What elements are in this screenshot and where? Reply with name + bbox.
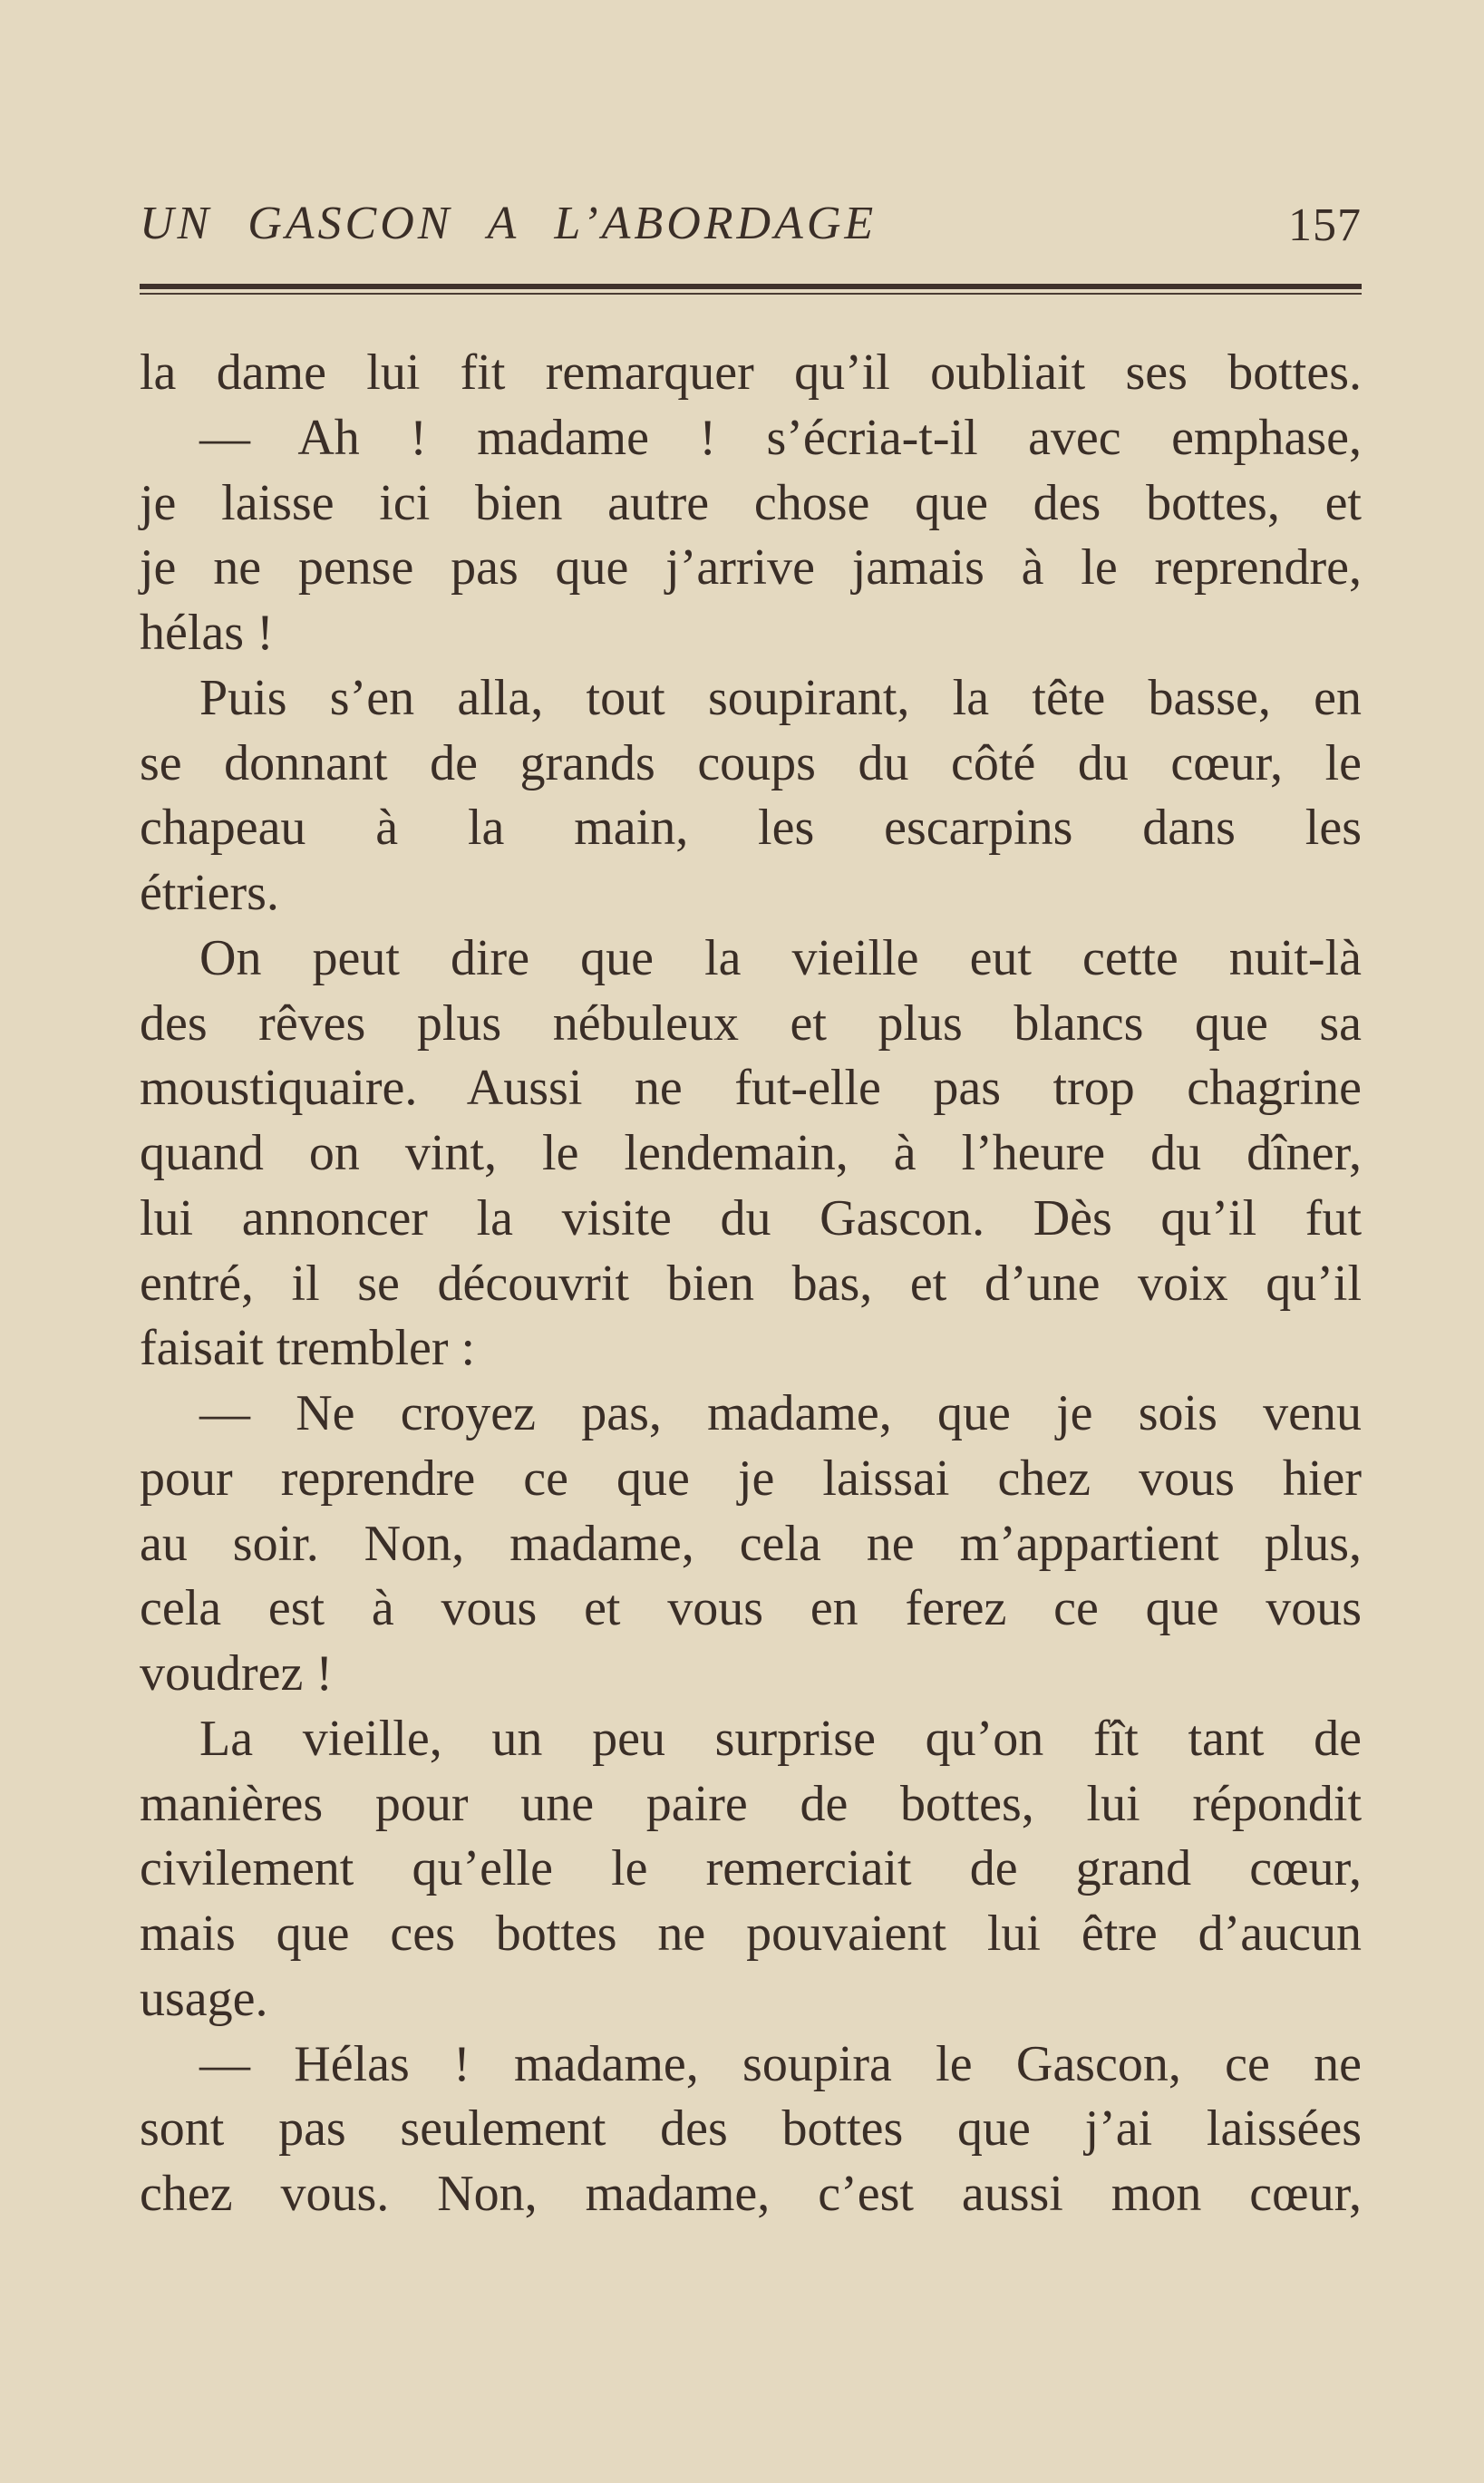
text-line: pour reprendre ce que je laissai chez vous hier xyxy=(140,1450,1362,1507)
text-line: cela est à vous et vous en ferez ce que vous xyxy=(140,1580,1362,1637)
text-line: chez vous. Non, madame, c’est aussi mon cœur, xyxy=(140,2166,1362,2222)
header-rule-thin xyxy=(140,293,1362,295)
text-line: — Ne croyez pas, madame, que je sois venu xyxy=(199,1385,1362,1441)
text-line: quand on vint, le lendemain, à l’heure du dîner, xyxy=(140,1125,1362,1181)
text-line: La vieille, un peu surprise qu’on fît tant de xyxy=(199,1710,1362,1767)
text-line: Puis s’en alla, tout soupirant, la tête basse, en xyxy=(199,669,1362,726)
text-line: lui annoncer la visite du Gascon. Dès qu’il fut xyxy=(140,1189,1362,1246)
text-line: mais que ces bottes ne pouvaient lui être d’aucun xyxy=(140,1906,1362,1962)
text-line: se donnant de grands coups du côté du cœur, le xyxy=(140,734,1362,791)
running-title: UN GASCON A L’ABORDAGE xyxy=(140,198,878,249)
text-line: la dame lui fit remarquer qu’il oubliait ses bottes. xyxy=(140,344,1362,401)
text-line: On peut dire que la vieille eut cette nuit-là xyxy=(199,929,1362,986)
text-line: entré, il se découvrit bien bas, et d’une voix qu’il xyxy=(140,1255,1362,1312)
text-line: voudrez ! xyxy=(140,1645,334,1702)
text-line: je ne pense pas que j’arrive jamais à le reprendre, xyxy=(140,539,1362,597)
header-rule-thick xyxy=(140,284,1362,289)
running-header xyxy=(140,192,1362,256)
text-line: je laisse ici bien autre chose que des bottes, et xyxy=(140,474,1362,531)
text-line: hélas ! xyxy=(140,605,274,661)
text-line: — Ah ! madame ! s’écria-t-il avec emphase, xyxy=(199,409,1362,466)
text-line: faisait trembler : xyxy=(140,1320,476,1377)
body-text xyxy=(140,341,1362,2227)
text-line: usage. xyxy=(140,1970,268,2027)
text-line: étriers. xyxy=(140,865,279,921)
page-number: 157 xyxy=(1288,199,1362,251)
text-line: au soir. Non, madame, cela ne m’appartient plus, xyxy=(140,1515,1362,1572)
text-line: des rêves plus nébuleux et plus blancs que sa xyxy=(140,994,1362,1052)
text-line: moustiquaire. Aussi ne fut-elle pas trop chagrine xyxy=(140,1060,1362,1117)
text-line: — Hélas ! madame, soupira le Gascon, ce ne xyxy=(199,2035,1362,2092)
text-line: chapeau à la main, les escarpins dans les xyxy=(140,800,1362,857)
text-line: sont pas seulement des bottes que j’ai laissées xyxy=(140,2100,1362,2158)
text-line: manières pour une paire de bottes, lui répondit xyxy=(140,1775,1362,1832)
text-line: civilement qu’elle le remerciait de grand cœur, xyxy=(140,1840,1362,1897)
